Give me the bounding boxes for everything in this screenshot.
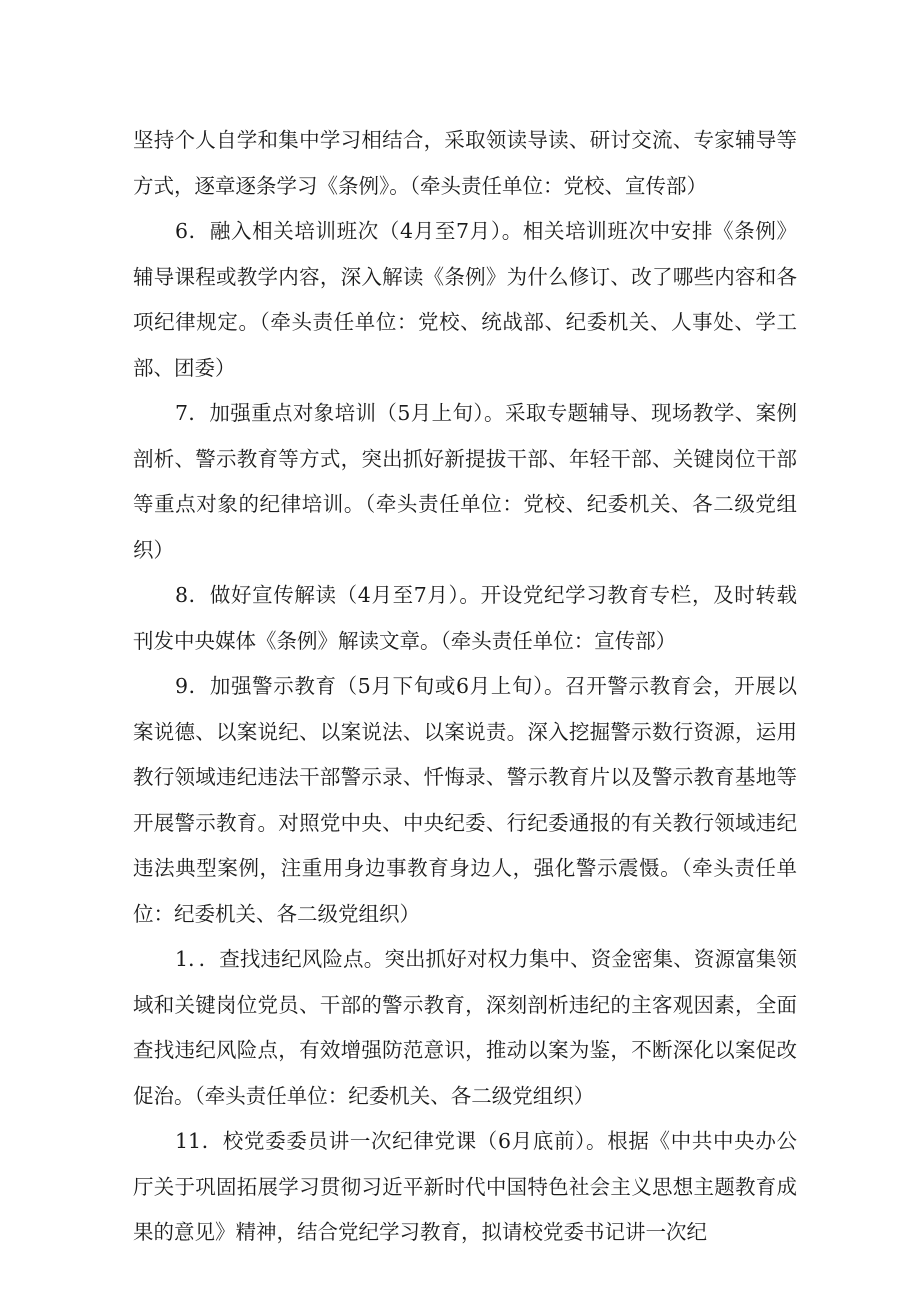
paragraph-study-method: 坚持个人自学和集中学习相结合，采取领读导读、研讨交流、专家辅导等方式，逐章逐条学习《条例》。（牵头责任单位：党校、宣传部） [133,128,797,198]
paragraph-item-8: 8．做好宣传解读（4月至7月）。开设党纪学习教育专栏，及时转载刊发中央媒体《条例》解读文章。（牵头责任单位：宣传部） [133,583,797,653]
paragraph-item-6: 6．融入相关培训班次（4月至7月）。相关培训班次中安排《条例》辅导课程或教学内容，深入解读《条例》为什么修订、改了哪些内容和各项纪律规定。（牵头责任单位：党校、统战部、纪委机关、人事处、学工部、团委） [133,219,797,380]
paragraph-item-11: 11．校党委委员讲一次纪律党课（6月底前）。根据《中共中央办公厅关于巩固拓展学习贯彻习近平新时代中国特色社会主义思想主题教育成果的意见》精神，结合党纪学习教育，拟请校党委书记讲一次纪 [133,1129,797,1244]
document-body [133,118,797,1256]
paragraph-item-10: 1．．查找违纪风险点。突出抓好对权力集中、资金密集、资源富集领域和关键岗位党员、干部的警示教育，深刻剖析违纪的主客观因素，全面查找违纪风险点，有效增强防范意识，推动以案为鉴，不断深化以案促改促治。（牵头责任单位：纪委机关、各二级党组织） [133,947,797,1108]
paragraph-item-7: 7．加强重点对象培训（5月上旬）。采取专题辅导、现场教学、案例剖析、警示教育等方式，突出抓好新提拔干部、年轻干部、关键岗位干部等重点对象的纪律培训。（牵头责任单位：党校、纪委机关、各二级党组织） [133,401,797,562]
paragraph-item-9: 9．加强警示教育（5月下旬或6月上旬）。召开警示教育会，开展以案说德、以案说纪、以案说法、以案说责。深入挖掘警示数行资源，运用教行领域违纪违法干部警示录、忏悔录、警示教育片以及警示教育基地等开展警示教育。对照党中央、中央纪委、行纪委通报的有关教行领域违纪违法典型案例，注重用身边事教育身边人，强化警示震慑。（牵头责任单位：纪委机关、各二级党组织） [133,674,797,926]
